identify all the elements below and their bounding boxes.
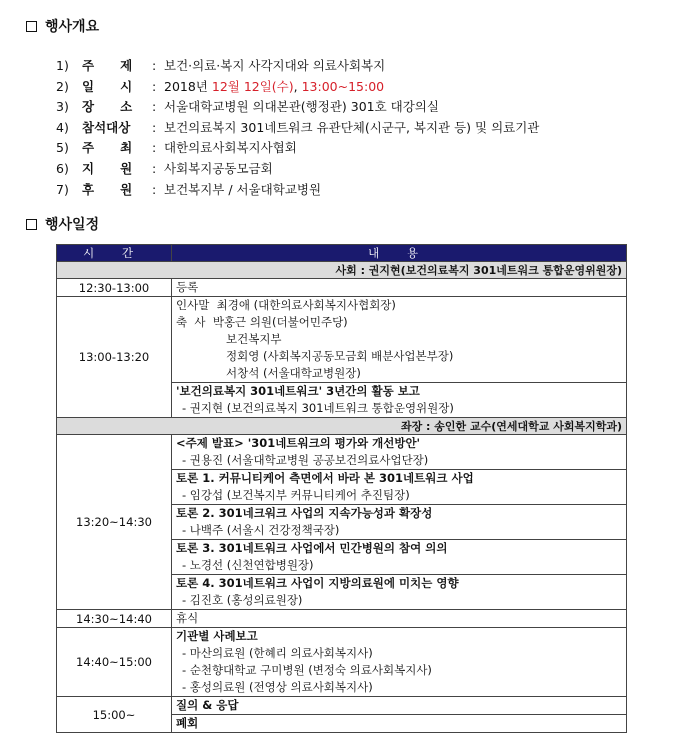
- overview-section-title: [26, 16, 99, 36]
- overview-item-topic: 1) 주 제 : 보건·의료·복지 사각지대와 의료사회복지: [56, 56, 539, 77]
- overview-value: 서울대학교병원 의대본관(행정관) 301호 대강의실: [164, 99, 439, 115]
- table-row: 12:30-13:00 등록: [57, 279, 627, 297]
- overview-value: 보건·의료·복지 사각지대와 의료사회복지: [164, 58, 386, 73]
- overview-value: 사회복지공동모금회: [164, 160, 273, 176]
- header-time: 시 간: [57, 245, 172, 262]
- overview-list: [56, 56, 539, 200]
- header-content: 내 용: [172, 245, 627, 262]
- overview-item-support: 6) 지 원 : 사회복지공동모금회: [56, 159, 539, 180]
- overview-item-sponsor: 7) 후 원 : 보건복지부 / 서울대학교병원: [56, 180, 539, 201]
- table-row: 13:20~14:30 <주제 발표> '301네트워크의 평가와 개선방안' - 권용진 (서울대학교병원 공공보건의료사업단장) 토론 1. 커뮤니티케어 측면에서 바라 본 301네트워크 사업 - 임강섭 (보건복지부 커뮤니티케어 추진팀장) 토론 2. 301네크워크 사업의 지속가능성과 확장성 - 나백주 (서울시 건강정책국장) 토론 3. 301네트워크 사업에서 민간병원의 참여 의의 - 노경선 (신천연합병원장) 토론 4. 301네트워크 사업이 지방의료원에 미치는 영향 - 김진호 (홍성의료원장): [57, 435, 627, 610]
- overview-item-datetime: 2) 일 시 : 2018년 12월 12일(수) , 13:00~15:00: [56, 77, 539, 98]
- event-date: 12월 12일(수): [211, 78, 294, 94]
- overview-title: 행사개요: [45, 19, 100, 35]
- overview-item-attendees: 4) 참석대상 : 보건의료복지 301네트워크 유관단체(시군구, 복지관 등) 및 의료기관: [56, 118, 539, 139]
- chair-band: 좌장 : 송인한 교수(연세대학교 사회복지학과): [57, 418, 627, 435]
- checkbox-square-icon: [26, 21, 37, 32]
- table-row: 14:40~15:00 기관별 사례보고 - 마산의료원 (한혜리 의료사회복지사) - 순천향대학교 구미병원 (변정숙 의료사회복지사) - 홍성의료원 (전영상 의료사회복지사): [57, 628, 627, 697]
- table-header-row: [57, 245, 627, 262]
- overview-value: 보건의료복지 301네트워크 유관단체(시군구, 복지관 등) 및 의료기관: [164, 119, 540, 135]
- overview-value: 보건복지부 / 서울대학교병원: [164, 181, 322, 197]
- table-row: 13:00-13:20 인사말 최경애 (대한의료사회복지사협회장) 축 사 박홍근 의원(더불어민주당) 보건복지부 정회영 (사회복지공동모금회 배분사업본부장) 서창석 (서울대학교병원장) '보건의료복지 301네트워크' 3년간의 활동 보고 - 권지현 (보건의료복지 301네트워크 통합운영위원장): [57, 297, 627, 418]
- event-time: 13:00~15:00: [301, 78, 385, 94]
- schedule-section-title: [26, 214, 99, 234]
- schedule-title: 행사일정: [45, 217, 100, 233]
- overview-item-venue: 3) 장 소 : 서울대학교병원 의대본관(행정관) 301호 대강의실: [56, 97, 539, 118]
- checkbox-square-icon: [26, 219, 37, 230]
- schedule-table: [56, 244, 627, 733]
- overview-item-host: 5) 주 최 : 대한의료사회복지사협회: [56, 138, 539, 159]
- table-row: 15:00~ 질의 & 응답 폐회: [57, 697, 627, 733]
- overview-value: 대한의료사회복지사협회: [164, 140, 297, 156]
- table-row: 14:30~14:40 휴식: [57, 610, 627, 628]
- moderator-band: 사회 : 권지현(보건의료복지 301네트워크 통합운영위원장): [57, 262, 627, 279]
